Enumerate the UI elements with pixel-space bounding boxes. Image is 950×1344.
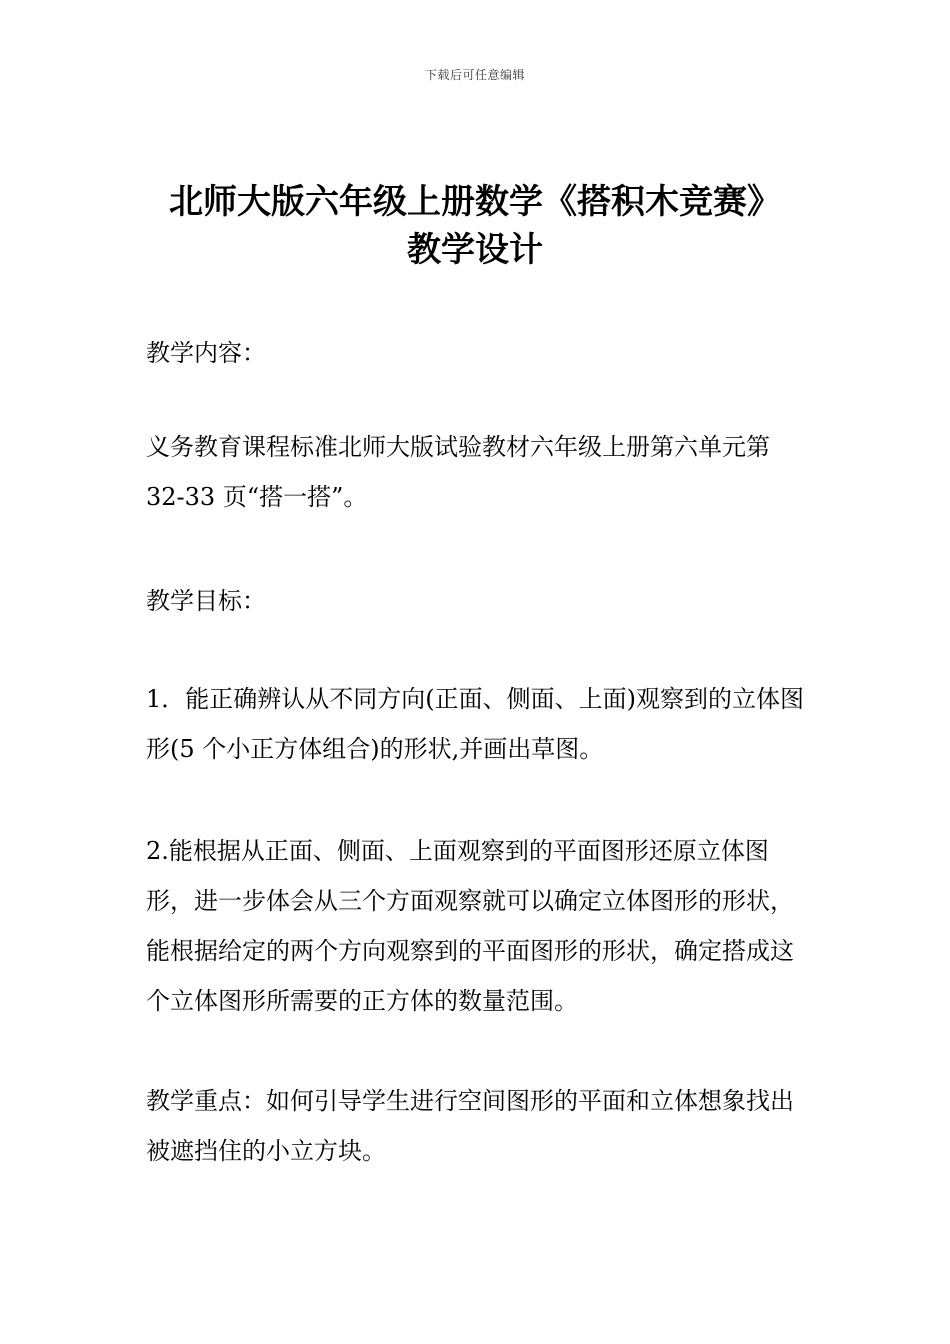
title-line-2: 教学设计	[407, 230, 543, 270]
header-note: 下载后可任意编辑	[424, 68, 525, 82]
key-point-paragraph: 教学重点：如何引导学生进行空间图形的平面和立体想象找出被遮挡住的小立方块。	[146, 1087, 794, 1165]
document-title	[120, 178, 830, 274]
goal-item-2: 2.能根据从正面、侧面、上面观察到的平面图形还原立体图形，进一步体会从三个方面观察就可以确定立体图形的形状，能根据给定的两个方向观察到的平面图形的形状，确定搭成这个立体图形所需要的正方体的数量范围。	[146, 837, 794, 1015]
title-line-1: 北师大版六年级上册数学《搭积木竞赛》	[169, 182, 781, 222]
section-label-content: 教学内容：	[146, 339, 266, 367]
section-label-goals: 教学目标：	[146, 587, 266, 615]
content-paragraph: 义务教育课程标准北师大版试验教材六年级上册第六单元第 32-33 页“搭一搭”。	[146, 433, 770, 511]
goal-item-1: 1．能正确辨认从不同方向(正面、侧面、上面)观察到的立体图形(5 个小正方体组合)的形状,并画出草图。	[146, 685, 804, 763]
